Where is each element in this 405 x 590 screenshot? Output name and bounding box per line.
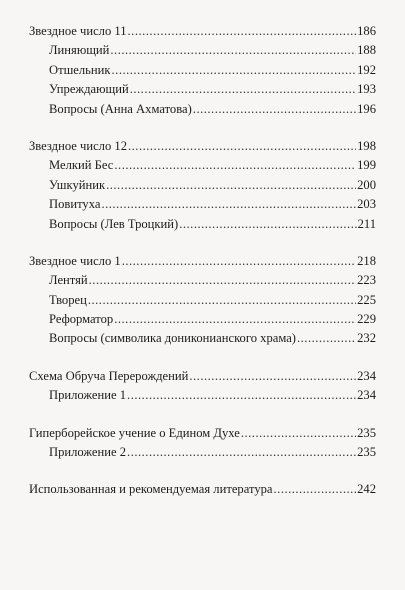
toc-entry-page: 199: [357, 158, 376, 173]
toc-entry-title: Упреждающий: [49, 82, 129, 97]
toc-entry-page: 234: [357, 388, 376, 403]
toc-entry-page: 242: [357, 482, 376, 497]
dot-leader: [122, 252, 356, 271]
toc-entry-page: 188: [357, 43, 376, 58]
toc-entry-title: Отшельник: [49, 62, 111, 77]
toc-entry: [29, 252, 376, 271]
toc-entry: [49, 215, 376, 234]
dot-leader: [130, 80, 356, 99]
toc-entry-page: 196: [357, 101, 376, 116]
toc-entry-title: Ушкуйник: [49, 177, 106, 192]
toc-entry-title: Линяющий: [49, 43, 110, 58]
toc-entry: [49, 329, 376, 348]
toc-entry-title: Гиперборейское учение о Едином Духе: [29, 425, 240, 440]
toc-entry-page: 211: [357, 216, 376, 231]
toc-entry-title: Приложение 2: [49, 445, 127, 460]
dot-leader: [241, 424, 356, 443]
toc-entry-title: Вопросы (Лев Троцкий): [49, 216, 179, 231]
toc-entry: [49, 386, 376, 405]
section-gap: [0, 234, 405, 252]
toc-entry: [29, 424, 376, 443]
toc-entry-title: Творец: [49, 292, 87, 307]
dot-leader: [89, 271, 356, 290]
section-gap: [0, 119, 405, 137]
dot-leader: [106, 176, 356, 195]
toc-entry-page: 200: [357, 177, 376, 192]
dot-leader: [179, 215, 356, 234]
toc-entry-title: Лентяй: [49, 273, 88, 288]
toc-entry-title: Использованная и рекомендуемая литература: [29, 482, 273, 497]
toc-entry-title: Мелкий Бес: [49, 158, 114, 173]
toc-entry: [49, 80, 376, 99]
toc-entry-page: 232: [357, 331, 376, 346]
section-gap: [0, 349, 405, 367]
toc-entry: [49, 156, 376, 175]
toc-entry: [49, 100, 376, 119]
toc-entry: [29, 137, 376, 156]
toc-entry: [29, 480, 376, 499]
toc-entry: [49, 271, 376, 290]
toc-entry: [49, 310, 376, 329]
section-gap: [0, 462, 405, 480]
toc-entry-title: Звездное число 11: [29, 24, 127, 38]
toc-entry-page: 193: [357, 82, 376, 97]
toc-entry: [49, 291, 376, 310]
toc-entry: [29, 22, 376, 41]
dot-leader: [101, 195, 356, 214]
toc-entry-title: Реформатор: [49, 312, 114, 327]
toc-entry-title: Повитуха: [49, 197, 101, 212]
toc-entry-page: 203: [357, 197, 376, 212]
toc-entry-title: Схема Обруча Перерождений: [29, 368, 189, 383]
dot-leader: [274, 480, 357, 499]
dot-leader: [110, 41, 356, 60]
toc-entry-page: 186: [357, 24, 376, 38]
toc-entry-page: 223: [357, 273, 376, 288]
toc-entry: [29, 367, 376, 386]
toc-entry-title: Приложение 1: [49, 388, 127, 403]
toc-entry-page: 192: [357, 62, 376, 77]
toc-entry-title: Звездное число 12: [29, 138, 127, 153]
dot-leader: [114, 310, 356, 329]
toc-entry-title: Вопросы (символика дониконианского храма): [49, 331, 296, 346]
dot-leader: [128, 22, 357, 41]
toc-entry: [49, 41, 376, 60]
dot-leader: [193, 100, 356, 119]
toc-entry: [49, 176, 376, 195]
toc-entry: [49, 443, 376, 462]
dot-leader: [88, 291, 356, 310]
toc-entry-title: Звездное число 1: [29, 253, 121, 268]
toc-entry-page: 225: [357, 292, 376, 307]
toc-entry-page: 198: [357, 138, 376, 153]
toc-entry-title: Вопросы (Анна Ахматова): [49, 101, 192, 116]
dot-leader: [189, 367, 356, 386]
toc-entry-page: 218: [357, 253, 376, 268]
section-gap: [0, 406, 405, 424]
toc-entry-page: 235: [357, 445, 376, 460]
dot-leader: [112, 61, 357, 80]
toc-entry-page: 229: [357, 312, 376, 327]
dot-leader: [297, 329, 356, 348]
dot-leader: [128, 137, 356, 156]
toc-entry: [49, 61, 376, 80]
toc-entry: [49, 195, 376, 214]
toc-entry-page: 235: [357, 425, 376, 440]
toc-entry-page: 234: [357, 368, 376, 383]
dot-leader: [127, 443, 356, 462]
dot-leader: [127, 386, 356, 405]
dot-leader: [114, 156, 356, 175]
